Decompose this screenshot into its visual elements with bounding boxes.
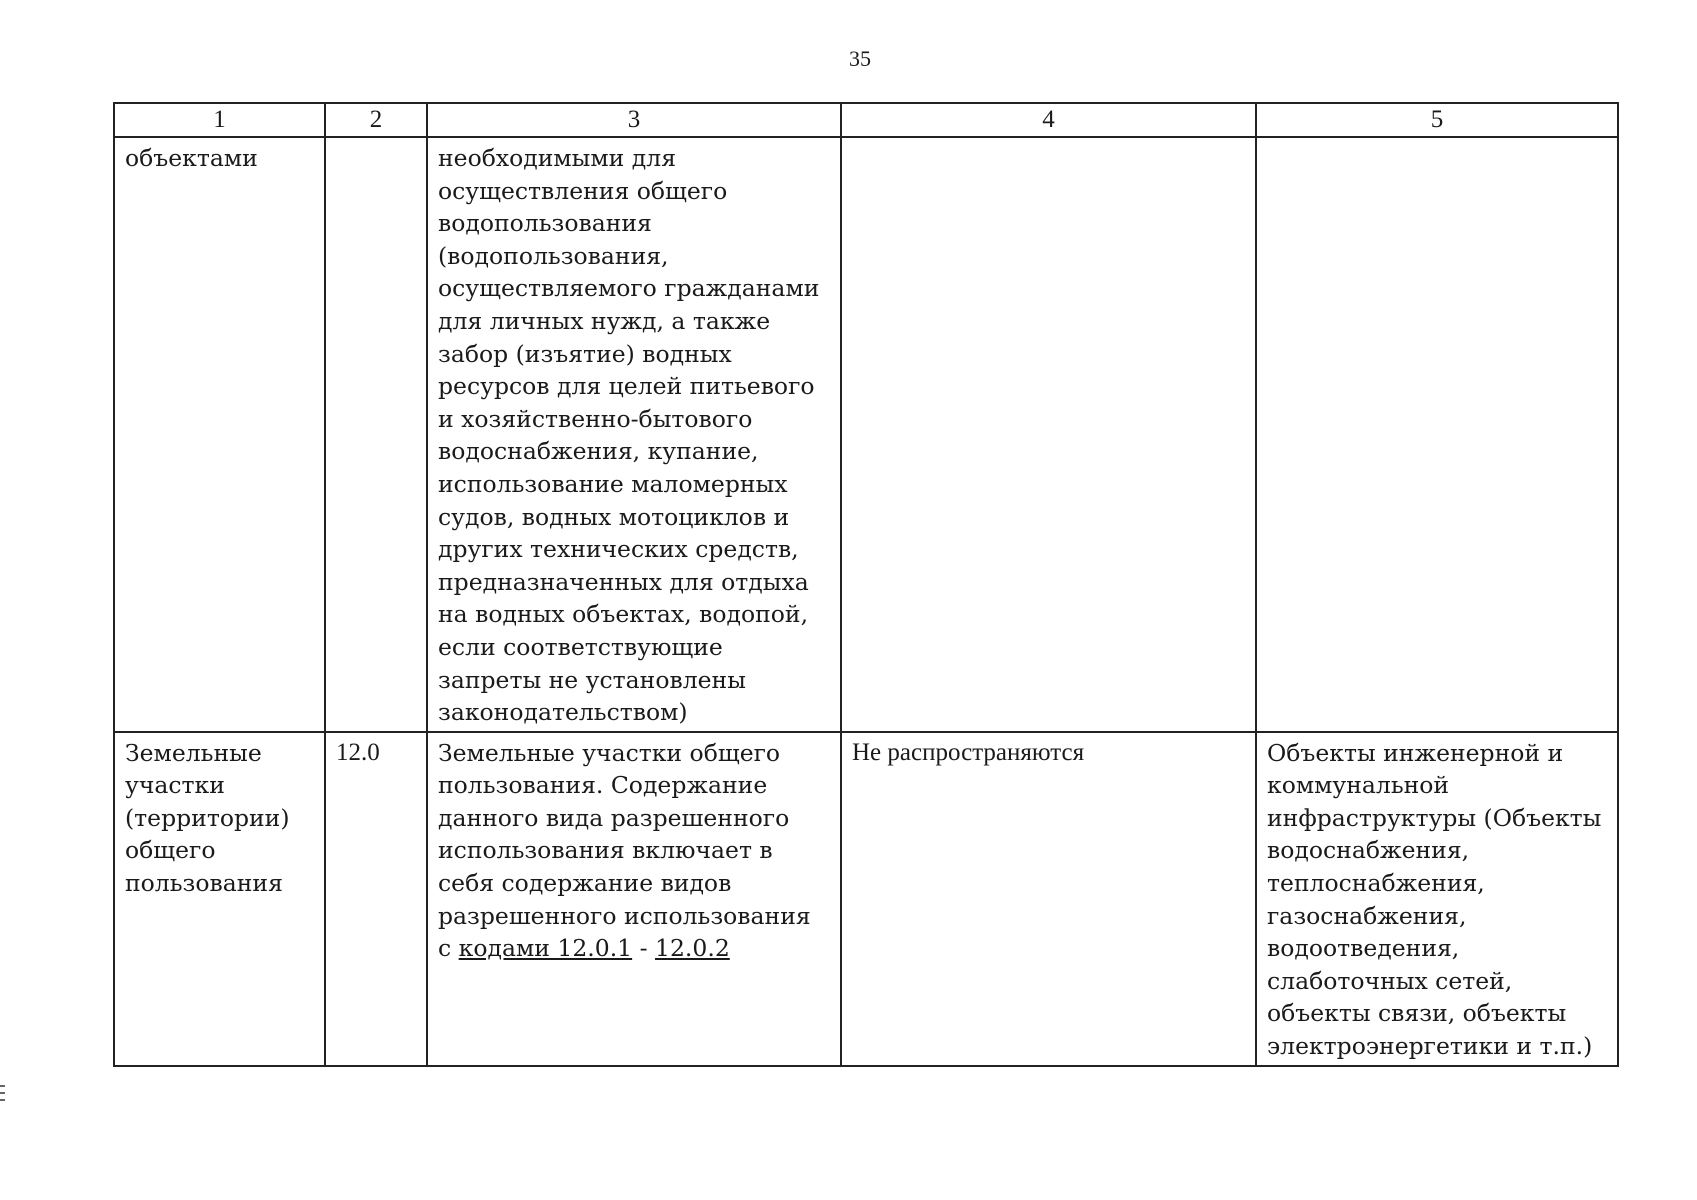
row2-land-use-name: Земельные участки (территории) общего пользования [114, 732, 325, 1066]
scan-edge-mark [0, 1085, 5, 1087]
row2-description [427, 732, 841, 1066]
table-row [114, 732, 1618, 1066]
row1-description: необходимыми для осуществления общего водопользования (водопользования, осуществляемого гражданами для личных нужд, а также забор (изъятие) водных ресурсов для целей питьевого и хозяйственно-бытового водоснабжения, купание, использование маломерных судов, водных мотоциклов и других технических средств, предназначенных для отдыха на водных объектах, водопой, если соответствующие запреты не установлены законодательством) [427, 137, 841, 732]
zoning-table [113, 102, 1619, 1067]
row1-auxiliary-uses [1256, 137, 1618, 732]
row1-land-use-name: объектами [114, 137, 325, 732]
table-header-row [114, 103, 1618, 137]
row1-code [325, 137, 427, 732]
row2-limits: Не распространяются [841, 732, 1256, 1066]
column-header-4: 4 [841, 103, 1256, 137]
row1-limits [841, 137, 1256, 732]
scan-edge-mark [0, 1099, 5, 1101]
column-header-1: 1 [114, 103, 325, 137]
code-link-12-0-2[interactable]: 12.0.2 [655, 934, 730, 963]
column-header-3: 3 [427, 103, 841, 137]
code-separator: - [632, 934, 656, 963]
page-number: 35 [849, 46, 871, 71]
code-link-12-0-1[interactable]: кодами 12.0.1 [458, 934, 633, 963]
row2-auxiliary-uses: Объекты инженерной и коммунальной инфраструктуры (Объекты водоснабжения, теплоснабжения, газоснабжения, водоотведения, слаботочных сетей, объекты связи, объекты электроэнергетики и т.п.) [1256, 732, 1618, 1066]
column-header-5: 5 [1256, 103, 1618, 137]
row2-code: 12.0 [325, 732, 427, 1066]
row2-description-text: Земельные участки общего пользования. Содержание данного вида разрешенного использования включает в себя содержание видов разрешенного использования с [438, 738, 811, 963]
table-row [114, 137, 1618, 732]
column-header-2: 2 [325, 103, 427, 137]
scan-edge-mark [0, 1092, 5, 1094]
